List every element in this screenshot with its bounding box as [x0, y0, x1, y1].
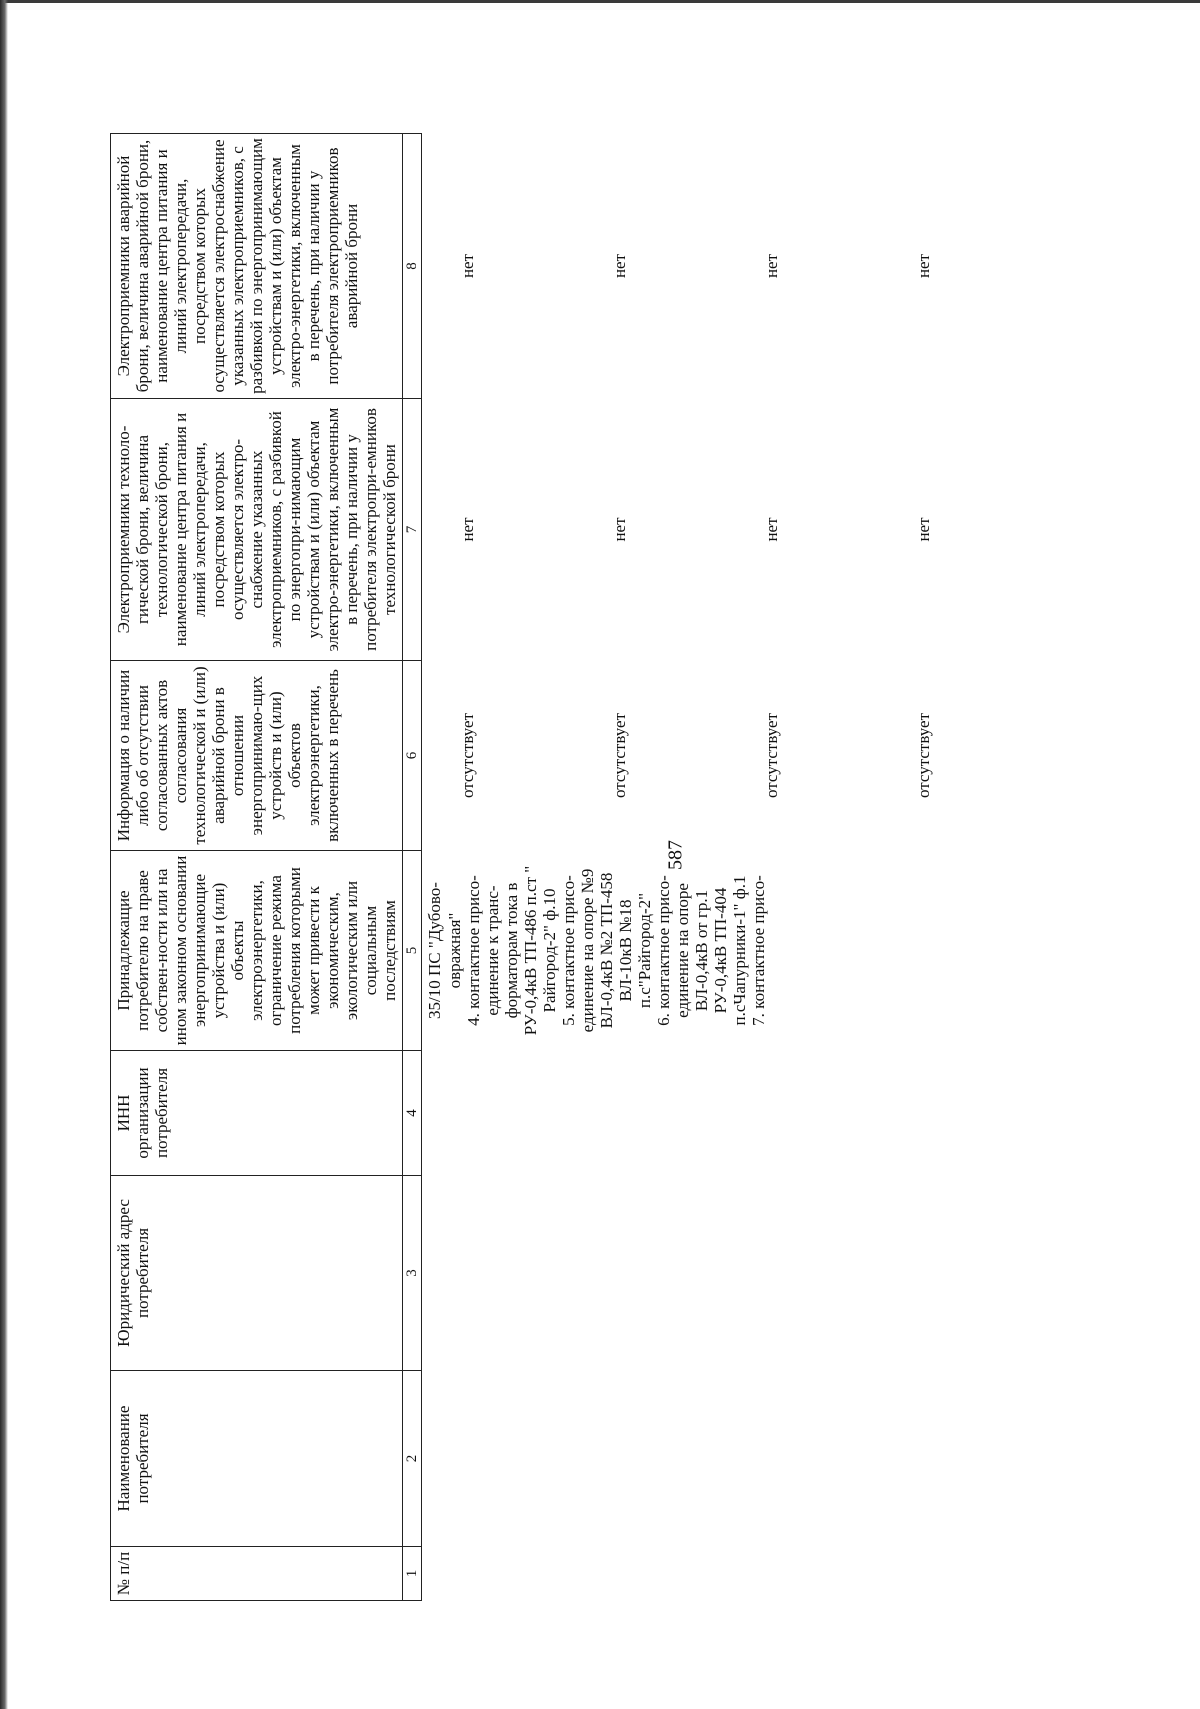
acts-status-value-2: отсутствует — [610, 712, 630, 799]
acts-status-cell — [422, 661, 1070, 851]
header-cell-2: Наименование потребителя — [111, 1371, 403, 1547]
emergency-reserve-value-3: нет — [762, 253, 782, 279]
tech-reserve-value-4: нет — [914, 517, 934, 542]
column-number-4: 4 — [403, 1051, 422, 1176]
header-cell-7: Электроприемники техноло-гической брони, величина технологической брони, наименование центра питания и линий электропередачи, посредством которых осуществляется электро-снабжение указанных электроприемников, с разбивкой по энергопри-нимающим устройствам и (или) объектам электро-энергетики, включенным в перечень, при наличии у потребителя электропри-емников технологической брони — [111, 399, 403, 661]
column-number-6: 6 — [403, 661, 422, 851]
tech-reserve-value-1: нет — [458, 517, 478, 542]
column-number-1: 1 — [403, 1547, 422, 1601]
emergency-reserve-value-2: нет — [610, 253, 630, 279]
connection-point-0: 35/10 ПС "Дубово-овражная" — [425, 882, 464, 1019]
acts-status-value-3: отсутствует — [762, 712, 782, 799]
emergency-reserve-cell — [422, 134, 1070, 399]
acts-status-value-1: отсутствует — [458, 712, 478, 799]
body-cell-2 — [422, 1371, 1070, 1547]
body-cell-1 — [422, 1547, 1070, 1601]
header-cell-5: Принадлежащие потребителю на праве собствен-ности или на ином законном основании энергопринимающие устройства и (или) объекты электроэнергетики, ограничение режима потребления которыми может привести к экономическим, экологическим или социальным последствиям — [111, 851, 403, 1051]
connection-points-cell — [422, 851, 1070, 1051]
header-row — [111, 134, 403, 1601]
header-cell-3: Юридический адрес потребителя — [111, 1176, 403, 1371]
tech-reserve-value-2: нет — [610, 517, 630, 542]
header-cell-8: Электроприемники аварийной брони, величина аварийной брони, наименование центра питания и линий электропередачи, посредством которых осуществляется электроснабжение указанных электроприемников, с разбивкой по энергопринимающим устройствам и (или) объектам электро-энергетики, включенным в перечень, при наличии у потребителя электроприемников аварийной брони — [111, 134, 403, 399]
column-number-2: 2 — [403, 1371, 422, 1547]
table-row — [422, 134, 1070, 1601]
consumers-table — [110, 133, 1069, 1601]
page-number: 587 — [664, 840, 687, 870]
emergency-reserve-value-1: нет — [458, 253, 478, 279]
column-number-row — [403, 134, 422, 1601]
connection-point-4: 7. контактное присо- — [749, 875, 768, 1026]
header-cell-1: № п/п — [111, 1547, 403, 1601]
column-number-3: 3 — [403, 1176, 422, 1371]
header-cell-6: Информация о наличии либо об отсутствии согласованных актов согласования технологической и (или) аварийной брони в отношении энергопринимаю-щих устройств и (или) объектов электроэнергетики, включенных в перечень — [111, 661, 403, 851]
acts-status-value-4: отсутствует — [914, 712, 934, 799]
body-cell-3 — [422, 1176, 1070, 1371]
body-cell-4 — [422, 1051, 1070, 1176]
connection-point-1: 4. контактное присо-единение к транс-форматорам тока в РУ-0,4кВ ТП-486 п.ст " Райгород-2" ф.10 — [463, 865, 559, 1036]
tech-reserve-cell — [422, 399, 1070, 661]
tech-reserve-value-3: нет — [762, 517, 782, 542]
connection-point-2: 5. контактное присо-единение на опоре №9 ВЛ-0,4кВ №2 ТП-458 ВЛ-10кВ №18 п.с"Райгород-2" — [558, 868, 654, 1033]
emergency-reserve-value-4: нет — [914, 253, 934, 279]
column-number-8: 8 — [403, 134, 422, 399]
column-number-5: 5 — [403, 851, 422, 1051]
connection-point-3: 6. контактное присо-единение на опоре ВЛ-0,4кВ от гр.1 РУ-0,4кВ ТП-404 п.сЧапурники-1" ф.1 — [653, 875, 749, 1026]
column-number-7: 7 — [403, 399, 422, 661]
header-cell-4: ИНН организации потребителя — [111, 1051, 403, 1176]
